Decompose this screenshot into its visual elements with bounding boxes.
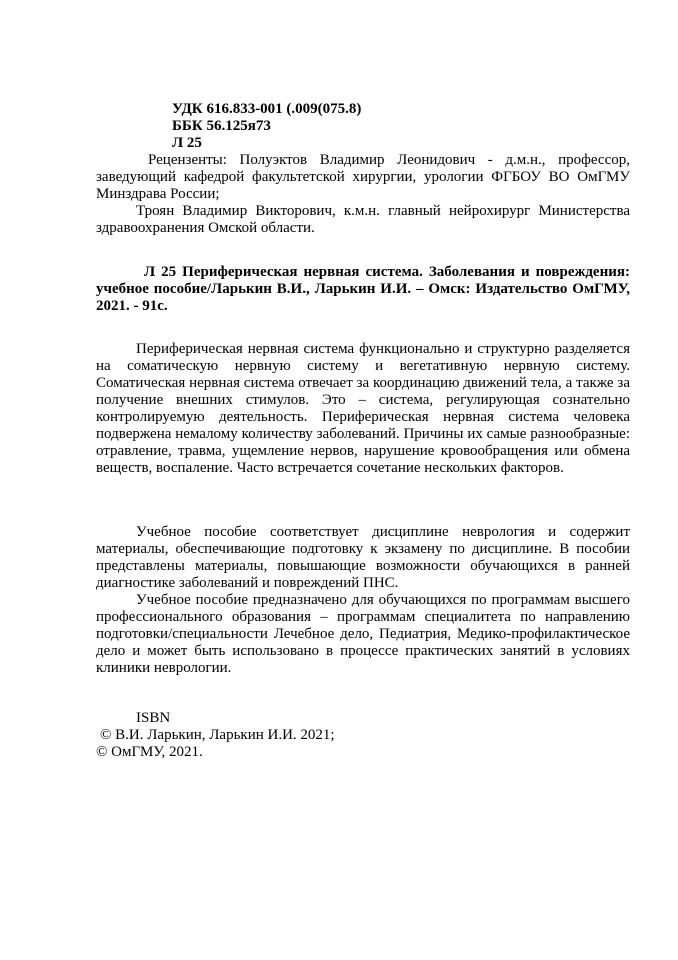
abstract-paragraph-1: Периферическая нервная система функционально и структурно разделяется на соматическую нервную систему и вегетативную нервную систему. Соматическая нервная система отвечает за координацию движений тела, а также за получение внешних стимулов. Это – система, регулирующая сознательно контролируемую деятельность. Периферическая нервная система человека подвержена немалому количеству заболеваний. Причины их самые разнообразные: отравление, травма, ущемление нервов, нарушение кровообращения или обмена веществ, воспаление. Часто встречается сочетание нескольких факторов. [96,341,630,476]
reviewer-first: Рецензенты: Полуэктов Владимир Леонидович - д.м.н., профессор, заведующий кафедрой факультетской хирургии, урологии ФГБОУ ВО ОмГМУ Минздрава России; [96,152,630,202]
reviewers-section [96,152,630,237]
copyright-publisher: © ОмГМУ, 2021. [96,744,203,760]
copyright-authors: © В.И. Ларькин, Ларькин И.И. 2021; [100,727,335,743]
isbn-label: ISBN [136,710,171,726]
bibliographic-record [96,264,630,315]
abstract-section [96,341,630,477]
abstract-paragraph-3: Учебное пособие предназначено для обучающихся по программам высшего профессионального образования – программам специалитета по направлению подготовки/специальности Лечебное дело, Педиатрия, Медико-профилактическое дело и может быть использовано в процессе практических занятий в условиях клиники неврологии. [96,592,630,676]
annotation-section [96,524,630,677]
bbk-code: ББК 56.125я73 [172,118,271,134]
classification-codes [172,101,361,152]
abstract-paragraph-2: Учебное пособие соответствует дисциплине неврология и содержит материалы, обеспечивающие подготовку к экзамену по дисциплине. В пособии представлены материалы, повышающие возможности обучающихся в ранней диагностике заболеваний и повреждений ПНС. [96,524,630,591]
author-mark: Л 25 [172,135,202,151]
isbn-copyright-section [96,710,335,761]
reviewer-second: Троян Владимир Викторович, к.м.н. главный нейрохирург Министерства здравоохранения Омской области. [96,203,630,236]
bibliographic-text: Л 25 Периферическая нервная система. Заболевания и повреждения: учебное пособие/Ларькин В.И., Ларькин И.И. – Омск: Издательство ОмГМУ, 2021. - 91с. [96,264,630,314]
udk-code: УДК 616.833-001 (.009(075.8) [172,101,362,117]
